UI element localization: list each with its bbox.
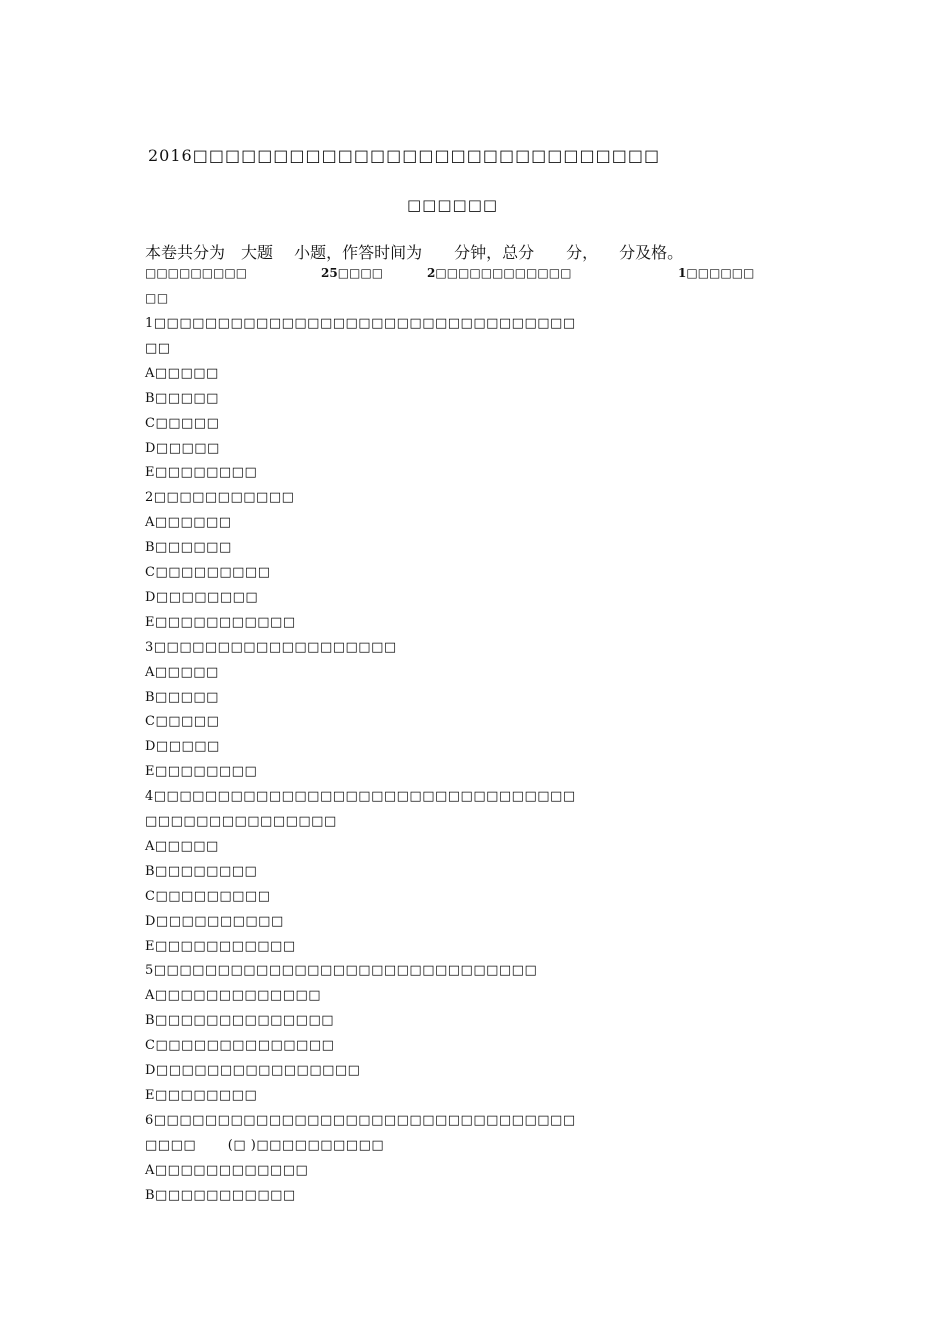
question-text-continued: □□ [145, 341, 171, 356]
section-heading [145, 266, 785, 286]
answer-option: A□□□□□□ [145, 515, 232, 530]
answer-option: A□□□□□□□□□□□□□ [145, 988, 322, 1003]
question-text-continued: □□□□ (□ )□□□□□□□□□□ [145, 1138, 385, 1153]
question-text: 4□□□□□□□□□□□□□□□□□□□□□□□□□□□□□□□□□ [145, 789, 576, 804]
exam-summary: 本卷共分为 大题 小题，作答时间为 分钟，总分 分， 分及格。 [145, 243, 684, 262]
answer-option: A□□□□□ [145, 839, 219, 854]
answer-option: A□□□□□□□□□□□□ [145, 1163, 309, 1178]
answer-option: C□□□□□ [145, 416, 220, 431]
answer-option: B□□□□□□□□□□□□□□ [145, 1013, 335, 1028]
answer-option: B□□□□□□ [145, 540, 232, 555]
question-text: 2□□□□□□□□□□□ [145, 490, 295, 505]
answer-option: C□□□□□ [145, 714, 220, 729]
question-text: 3□□□□□□□□□□□□□□□□□□□ [145, 640, 397, 655]
answer-option: C□□□□□□□□□ [145, 565, 271, 580]
answer-option: D□□□□□□□□□□ [145, 914, 284, 929]
answer-option: B□□□□□□□□ [145, 864, 258, 879]
question-count: 25□□□□ [321, 266, 384, 280]
answer-option: C□□□□□□□□□ [145, 889, 271, 904]
points-per-question: 2□□□□□□□□□□□□ [427, 266, 572, 280]
answer-option: A□□□□□ [145, 366, 219, 381]
answer-option: E□□□□□□□□□□□ [145, 939, 296, 954]
answer-option: A□□□□□ [145, 665, 219, 680]
answer-option: D□□□□□ [145, 739, 220, 754]
answer-option: C□□□□□□□□□□□□□□ [145, 1038, 335, 1053]
section-heading-tail: □□ [145, 291, 169, 305]
question-text-continued: □□□□□□□□□□□□□□□ [145, 814, 337, 829]
answer-option: E□□□□□□□□ [145, 465, 258, 480]
question-text: 1□□□□□□□□□□□□□□□□□□□□□□□□□□□□□□□□□ [145, 316, 576, 331]
document-title: 2016□□□□□□□□□□□□□□□□□□□□□□□□□□□□□ [148, 146, 661, 165]
answer-option: B□□□□□□□□□□□ [145, 1188, 296, 1203]
answer-option: E□□□□□□□□ [145, 1088, 258, 1103]
answer-option: B□□□□□ [145, 690, 219, 705]
section-subtitle: □□□□□□ [407, 196, 499, 214]
answer-option: E□□□□□□□□ [145, 764, 258, 779]
answer-option: D□□□□□ [145, 441, 220, 456]
question-text: 5□□□□□□□□□□□□□□□□□□□□□□□□□□□□□□ [145, 963, 538, 978]
answer-count: 1□□□□□□ [678, 266, 755, 280]
answer-option: D□□□□□□□□□□□□□□□□ [145, 1063, 361, 1078]
answer-option: E□□□□□□□□□□□ [145, 615, 296, 630]
section-heading-part: □□□□□□□□□ [145, 266, 248, 280]
question-text: 6□□□□□□□□□□□□□□□□□□□□□□□□□□□□□□□□□ [145, 1113, 576, 1128]
answer-option: B□□□□□ [145, 391, 219, 406]
answer-option: D□□□□□□□□ [145, 590, 259, 605]
